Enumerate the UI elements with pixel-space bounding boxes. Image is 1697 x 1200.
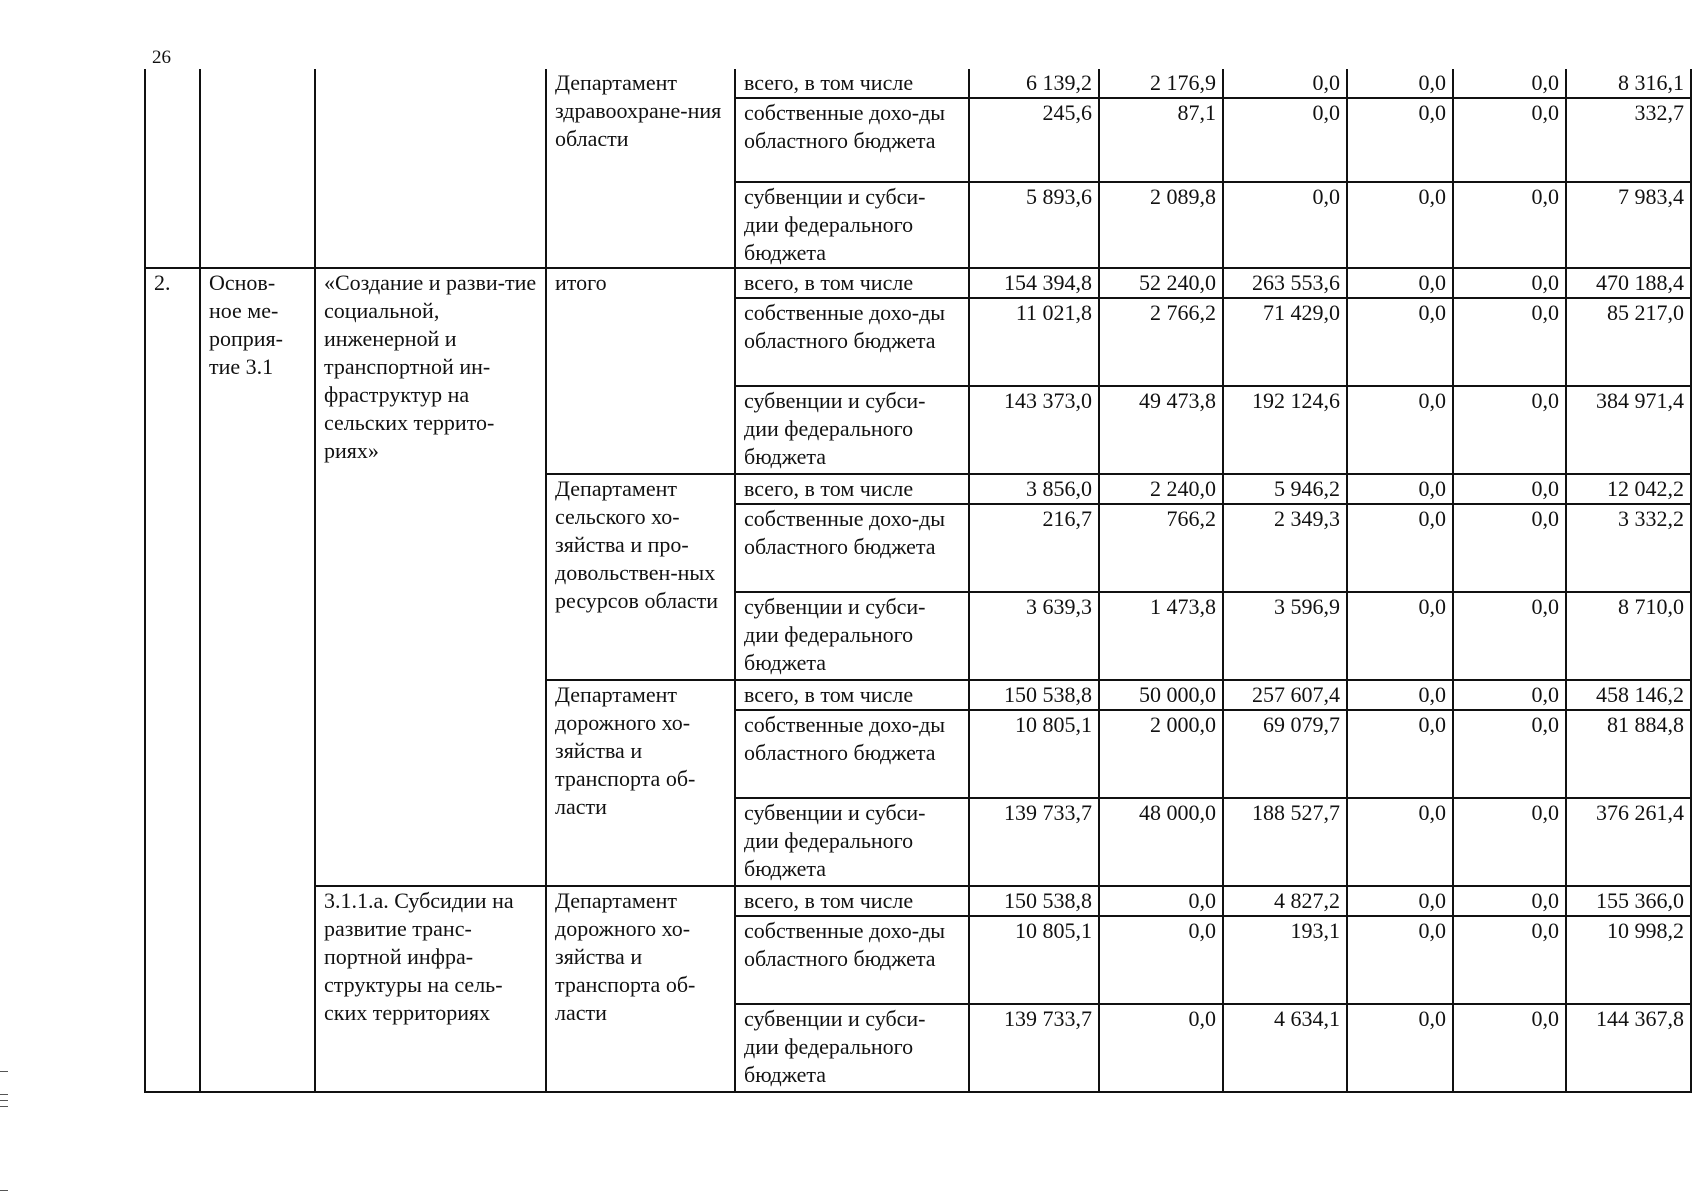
value-cell: 458 146,2 (1566, 680, 1691, 710)
row-type-federal: субвенции и субси-дии федерального бюджета (735, 1004, 969, 1092)
value-cell: 49 473,8 (1099, 386, 1223, 474)
value-cell: 0,0 (1347, 504, 1453, 592)
value-cell: 0,0 (1453, 98, 1566, 182)
org-cell: Департамент дорожного хо-зяйства и транспорта об-ласти (546, 680, 735, 886)
scan-margin-mark (0, 1071, 8, 1072)
scan-margin-mark (0, 1106, 8, 1107)
value-cell: 3 856,0 (969, 474, 1099, 504)
value-cell: 10 805,1 (969, 916, 1099, 1004)
value-cell: 0,0 (1347, 710, 1453, 798)
value-cell: 0,0 (1223, 69, 1347, 98)
value-cell: 144 367,8 (1566, 1004, 1691, 1092)
value-cell: 81 884,8 (1566, 710, 1691, 798)
value-cell: 332,7 (1566, 98, 1691, 182)
cell-empty (145, 69, 200, 268)
value-cell: 192 124,6 (1223, 386, 1347, 474)
value-cell: 766,2 (1099, 504, 1223, 592)
value-cell: 11 021,8 (969, 298, 1099, 386)
value-cell: 5 893,6 (969, 182, 1099, 268)
value-cell: 0,0 (1453, 504, 1566, 592)
value-cell: 2 176,9 (1099, 69, 1223, 98)
value-cell: 263 553,6 (1223, 268, 1347, 298)
value-cell: 8 710,0 (1566, 592, 1691, 680)
row-type-federal: субвенции и субси-дии федерального бюджета (735, 386, 969, 474)
row-type-total: всего, в том числе (735, 69, 969, 98)
value-cell: 0,0 (1223, 98, 1347, 182)
org-cell: Департамент сельского хо-зяйства и про-довольствен-ных ресурсов области (546, 474, 735, 680)
value-cell: 0,0 (1453, 182, 1566, 268)
value-cell: 0,0 (1347, 298, 1453, 386)
value-cell: 0,0 (1223, 182, 1347, 268)
value-cell: 2 240,0 (1099, 474, 1223, 504)
row-type-own: собственные дохо-ды областного бюджета (735, 504, 969, 592)
value-cell: 139 733,7 (969, 798, 1099, 886)
value-cell: 0,0 (1453, 268, 1566, 298)
value-cell: 0,0 (1347, 268, 1453, 298)
value-cell: 0,0 (1453, 474, 1566, 504)
value-cell: 2 089,8 (1099, 182, 1223, 268)
value-cell: 0,0 (1347, 886, 1453, 916)
value-cell: 0,0 (1453, 69, 1566, 98)
value-cell: 0,0 (1453, 680, 1566, 710)
value-cell: 4 827,2 (1223, 886, 1347, 916)
value-cell: 216,7 (969, 504, 1099, 592)
page-number: 26 (152, 47, 171, 68)
row-type-own: собственные дохо-ды областного бюджета (735, 710, 969, 798)
value-cell: 143 373,0 (969, 386, 1099, 474)
value-cell: 71 429,0 (1223, 298, 1347, 386)
value-cell: 0,0 (1453, 798, 1566, 886)
value-cell: 0,0 (1347, 182, 1453, 268)
value-cell: 0,0 (1347, 798, 1453, 886)
value-cell: 10 998,2 (1566, 916, 1691, 1004)
org-cell: итого (546, 268, 735, 474)
value-cell: 0,0 (1347, 680, 1453, 710)
value-cell: 193,1 (1223, 916, 1347, 1004)
table-row (145, 886, 1691, 916)
value-cell: 245,6 (969, 98, 1099, 182)
row-type-federal: субвенции и субси-дии федерального бюджета (735, 592, 969, 680)
cell-empty (315, 69, 546, 268)
row-type-own: собственные дохо-ды областного бюджета (735, 916, 969, 1004)
value-cell: 48 000,0 (1099, 798, 1223, 886)
row-type-total: всего, в том числе (735, 268, 969, 298)
value-cell: 3 596,9 (1223, 592, 1347, 680)
row-type-federal: субвенции и субси-дии федерального бюджета (735, 182, 969, 268)
row-type-own: собственные дохо-ды областного бюджета (735, 298, 969, 386)
value-cell: 5 946,2 (1223, 474, 1347, 504)
value-cell: 4 634,1 (1223, 1004, 1347, 1092)
submeasure-name: 3.1.1.а. Субсидии на развитие транс-портной инфра-структуры на сель-ских территориях (315, 886, 546, 1092)
section-name: «Создание и разви-тие социальной, инженерной и транспортной ин-фраструктур на сельских террито-риях» (315, 268, 546, 886)
cell-empty (200, 69, 315, 268)
row-type-total: всего, в том числе (735, 474, 969, 504)
value-cell: 384 971,4 (1566, 386, 1691, 474)
value-cell: 0,0 (1347, 69, 1453, 98)
value-cell: 0,0 (1347, 916, 1453, 1004)
section-type: Основ-ное ме-роприя-тие 3.1 (200, 268, 315, 1092)
value-cell: 87,1 (1099, 98, 1223, 182)
value-cell: 2 000,0 (1099, 710, 1223, 798)
table-row (145, 69, 1691, 98)
value-cell: 0,0 (1453, 1004, 1566, 1092)
value-cell: 0,0 (1099, 916, 1223, 1004)
value-cell: 150 538,8 (969, 886, 1099, 916)
value-cell: 0,0 (1347, 1004, 1453, 1092)
value-cell: 3 639,3 (969, 592, 1099, 680)
scan-margin-mark (0, 1100, 8, 1101)
row-type-federal: субвенции и субси-дии федерального бюджета (735, 798, 969, 886)
value-cell: 50 000,0 (1099, 680, 1223, 710)
value-cell: 6 139,2 (969, 69, 1099, 98)
value-cell: 0,0 (1453, 592, 1566, 680)
value-cell: 85 217,0 (1566, 298, 1691, 386)
value-cell: 0,0 (1453, 386, 1566, 474)
value-cell: 0,0 (1453, 298, 1566, 386)
value-cell: 1 473,8 (1099, 592, 1223, 680)
value-cell: 0,0 (1347, 474, 1453, 504)
value-cell: 10 805,1 (969, 710, 1099, 798)
value-cell: 188 527,7 (1223, 798, 1347, 886)
value-cell: 0,0 (1453, 916, 1566, 1004)
value-cell: 12 042,2 (1566, 474, 1691, 504)
value-cell: 0,0 (1347, 592, 1453, 680)
row-type-total: всего, в том числе (735, 886, 969, 916)
value-cell: 150 538,8 (969, 680, 1099, 710)
value-cell: 3 332,2 (1566, 504, 1691, 592)
value-cell: 0,0 (1347, 98, 1453, 182)
org-cell: Департамент дорожного хо-зяйства и транспорта об-ласти (546, 886, 735, 1092)
value-cell: 8 316,1 (1566, 69, 1691, 98)
value-cell: 155 366,0 (1566, 886, 1691, 916)
value-cell: 257 607,4 (1223, 680, 1347, 710)
value-cell: 52 240,0 (1099, 268, 1223, 298)
value-cell: 0,0 (1453, 886, 1566, 916)
value-cell: 0,0 (1099, 886, 1223, 916)
table-row (145, 268, 1691, 298)
section-number: 2. (145, 268, 200, 1092)
value-cell: 470 188,4 (1566, 268, 1691, 298)
row-type-total: всего, в том числе (735, 680, 969, 710)
value-cell: 376 261,4 (1566, 798, 1691, 886)
org-cell: Департамент здравоохране-ния области (546, 69, 735, 268)
value-cell: 0,0 (1099, 1004, 1223, 1092)
scan-margin-mark (0, 1190, 8, 1191)
budget-table (144, 69, 1692, 1093)
value-cell: 0,0 (1347, 386, 1453, 474)
value-cell: 154 394,8 (969, 268, 1099, 298)
value-cell: 0,0 (1453, 710, 1566, 798)
value-cell: 7 983,4 (1566, 182, 1691, 268)
row-type-own: собственные дохо-ды областного бюджета (735, 98, 969, 182)
value-cell: 69 079,7 (1223, 710, 1347, 798)
value-cell: 139 733,7 (969, 1004, 1099, 1092)
value-cell: 2 766,2 (1099, 298, 1223, 386)
scan-margin-mark (0, 1094, 8, 1095)
value-cell: 2 349,3 (1223, 504, 1347, 592)
